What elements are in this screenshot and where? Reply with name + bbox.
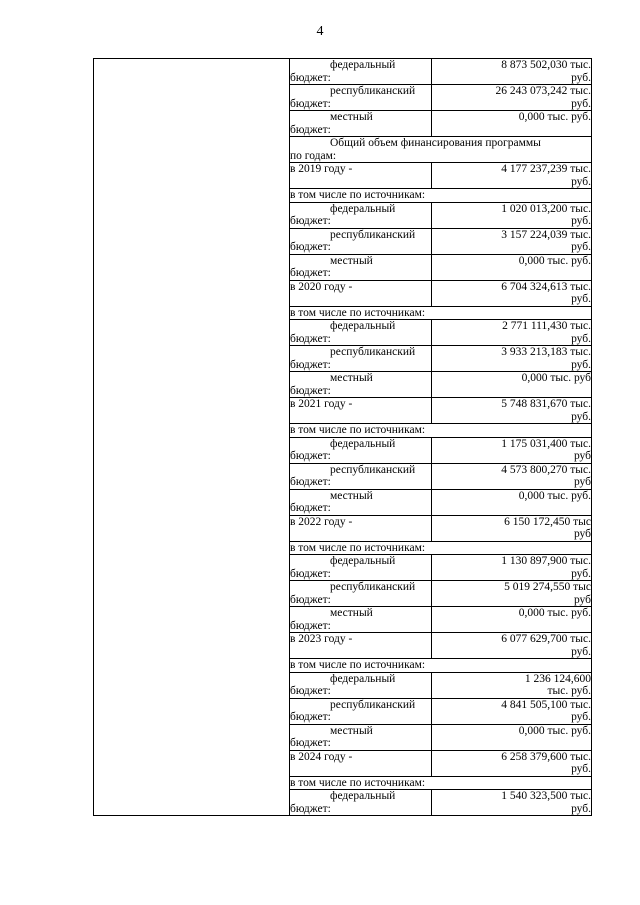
source-type: бюджет: xyxy=(290,215,331,227)
year-total-value: 4 177 237,239 тыс. xyxy=(501,163,591,175)
source-name: местный xyxy=(330,372,373,384)
year-total-unit: руб. xyxy=(571,293,591,305)
source-label-cell xyxy=(290,672,432,698)
year-total-value: 6 150 172,450 тыс xyxy=(504,515,591,528)
source-name: местный xyxy=(330,111,373,123)
amount-unit: руб. xyxy=(571,215,591,227)
source-type: бюджет: xyxy=(290,97,331,110)
source-type: бюджет: xyxy=(290,619,331,632)
source-name: федеральный xyxy=(330,320,396,332)
source-label-cell xyxy=(290,698,432,724)
amount-unit: руб. xyxy=(571,802,591,815)
source-type: бюджет: xyxy=(290,267,331,279)
amount-unit: руб. xyxy=(571,332,591,345)
source-name: федеральный xyxy=(330,437,396,450)
amount-unit: руб xyxy=(573,476,591,488)
year-total-cell xyxy=(432,633,592,659)
year-label: в 2021 году - xyxy=(290,398,432,424)
source-name: местный xyxy=(330,724,373,737)
amount-unit: руб xyxy=(573,593,591,606)
year-label: в 2024 году - xyxy=(290,750,432,776)
source-label-cell xyxy=(290,607,432,633)
source-name: федеральный xyxy=(330,59,396,71)
source-type: бюджет: xyxy=(290,241,331,253)
source-label-cell xyxy=(290,581,432,607)
amount-cell xyxy=(432,489,592,515)
amount-value: 1 020 013,200 тыс. xyxy=(501,202,591,215)
heading-line: по годам: xyxy=(290,149,337,162)
sources-note: в том числе по источникам: xyxy=(290,189,592,203)
amount-value: 4 841 505,100 тыс. xyxy=(501,698,591,711)
year-label: в 2022 году - xyxy=(290,515,432,541)
amount-cell xyxy=(432,437,592,463)
amount-cell xyxy=(432,372,592,398)
source-label-cell xyxy=(290,111,432,137)
source-label-cell xyxy=(290,489,432,515)
year-total-value: 6 077 629,700 тыс. xyxy=(501,633,591,645)
amount-cell xyxy=(432,672,592,698)
year-total-unit: руб. xyxy=(571,175,591,188)
source-type: бюджет: xyxy=(290,476,331,488)
amount-value: 1 175 031,400 тыс. xyxy=(501,437,591,450)
year-total-cell xyxy=(432,163,592,189)
amount-value: 1 236 124,600 xyxy=(524,672,591,685)
amount-value: 1 540 323,500 тыс. xyxy=(501,790,591,802)
source-type: бюджет: xyxy=(290,450,331,462)
year-total-value: 6 704 324,613 тыс. xyxy=(501,280,591,293)
amount-cell xyxy=(432,320,592,346)
source-name: местный xyxy=(330,254,373,267)
year-total-unit: руб xyxy=(573,528,591,540)
amount-cell xyxy=(432,581,592,607)
table-row xyxy=(94,59,592,85)
source-type: бюджет: xyxy=(290,685,331,697)
amount-unit: тыс. руб. xyxy=(547,685,591,697)
source-label-cell xyxy=(290,320,432,346)
source-type: бюджет: xyxy=(290,737,331,749)
financing-table-body xyxy=(94,59,592,816)
sources-note: в том числе по источникам: xyxy=(290,776,592,790)
year-total-cell xyxy=(432,398,592,424)
year-total-value: 6 258 379,600 тыс. xyxy=(501,750,591,763)
amount-cell xyxy=(432,463,592,489)
amount-value: 26 243 073,242 тыс. xyxy=(495,85,591,97)
source-label-cell xyxy=(290,463,432,489)
amount-value: 0,000 тыс. руб. xyxy=(518,724,591,737)
sources-note: в том числе по источникам: xyxy=(290,541,592,555)
source-name: местный xyxy=(330,489,373,502)
source-name: республиканский xyxy=(330,463,416,476)
source-type: бюджет: xyxy=(290,502,331,514)
year-total-value: 5 748 831,670 тыс. xyxy=(501,398,591,410)
source-type: бюджет: xyxy=(290,593,331,606)
amount-value: 0,000 тыс. руб. xyxy=(518,111,591,123)
amount-cell xyxy=(432,346,592,372)
source-label-cell xyxy=(290,85,432,111)
source-name: федеральный xyxy=(330,672,396,685)
source-type: бюджет: xyxy=(290,384,331,397)
source-type: бюджет: xyxy=(290,567,331,580)
amount-cell xyxy=(432,85,592,111)
source-name: республиканский xyxy=(330,346,416,358)
amount-value: 3 157 224,039 тыс. xyxy=(501,228,591,241)
amount-unit: руб. xyxy=(571,358,591,371)
amount-unit: руб. xyxy=(571,71,591,84)
source-label-cell xyxy=(290,59,432,85)
source-label-cell xyxy=(290,254,432,280)
financing-table xyxy=(93,58,592,816)
source-name: республиканский xyxy=(330,228,416,241)
amount-cell xyxy=(432,111,592,137)
year-total-cell xyxy=(432,515,592,541)
amount-cell xyxy=(432,724,592,750)
sources-note: в том числе по источникам: xyxy=(290,424,592,438)
source-type: бюджет: xyxy=(290,802,331,815)
amount-unit: руб. xyxy=(571,711,591,723)
amount-value: 4 573 800,270 тыс. xyxy=(501,463,591,476)
amount-unit: руб xyxy=(573,450,591,462)
year-total-unit: руб. xyxy=(571,410,591,423)
amount-cell xyxy=(432,59,592,85)
source-type: бюджет: xyxy=(290,71,331,84)
source-name: республиканский xyxy=(330,85,416,97)
amount-cell xyxy=(432,607,592,633)
amount-value: 0,000 тыс. руб. xyxy=(518,607,591,619)
amount-cell xyxy=(432,790,592,816)
amount-value: 1 130 897,900 тыс. xyxy=(501,555,591,567)
source-name: местный xyxy=(330,607,373,619)
amount-value: 3 933 213,183 тыс. xyxy=(501,346,591,358)
year-label: в 2020 году - xyxy=(290,280,432,306)
source-type: бюджет: xyxy=(290,123,331,136)
year-label: в 2019 году - xyxy=(290,163,432,189)
passport-label-column xyxy=(94,59,290,816)
amount-unit: руб. xyxy=(571,567,591,580)
source-label-cell xyxy=(290,724,432,750)
amount-cell xyxy=(432,228,592,254)
year-total-unit: руб. xyxy=(571,763,591,775)
source-label-cell xyxy=(290,372,432,398)
amount-value: 2 771 111,430 тыс. xyxy=(502,320,591,332)
source-label-cell xyxy=(290,202,432,228)
source-name: республиканский xyxy=(330,698,416,711)
source-name: федеральный xyxy=(330,202,396,215)
amount-unit: руб. xyxy=(571,97,591,110)
source-label-cell xyxy=(290,437,432,463)
year-total-unit: руб. xyxy=(571,645,591,658)
source-label-cell xyxy=(290,346,432,372)
source-label-cell xyxy=(290,555,432,581)
source-name: республиканский xyxy=(330,581,416,593)
source-type: бюджет: xyxy=(290,711,331,723)
amount-value: 5 019 274,550 тыс xyxy=(504,581,591,593)
amount-cell xyxy=(432,555,592,581)
page-number: 4 xyxy=(316,24,324,39)
year-label: в 2023 году - xyxy=(290,633,432,659)
sources-note: в том числе по источникам: xyxy=(290,659,592,673)
source-name: федеральный xyxy=(330,555,396,567)
year-total-cell xyxy=(432,280,592,306)
source-type: бюджет: xyxy=(290,332,331,345)
amount-value: 0,000 тыс. руб. xyxy=(518,254,591,267)
year-total-cell xyxy=(432,750,592,776)
total-financing-heading xyxy=(290,137,592,163)
source-name: федеральный xyxy=(330,790,396,802)
amount-unit: руб. xyxy=(571,241,591,253)
source-label-cell xyxy=(290,228,432,254)
amount-value: 0,000 тыс. руб. xyxy=(518,489,591,502)
amount-cell xyxy=(432,698,592,724)
heading-line: Общий объем финансирования программы xyxy=(330,137,541,149)
amount-value: 0,000 тыс. руб xyxy=(521,372,591,384)
amount-cell xyxy=(432,202,592,228)
sources-note: в том числе по источникам: xyxy=(290,306,592,320)
amount-value: 8 873 502,030 тыс. xyxy=(501,59,591,71)
source-type: бюджет: xyxy=(290,358,331,371)
amount-cell xyxy=(432,254,592,280)
source-label-cell xyxy=(290,790,432,816)
